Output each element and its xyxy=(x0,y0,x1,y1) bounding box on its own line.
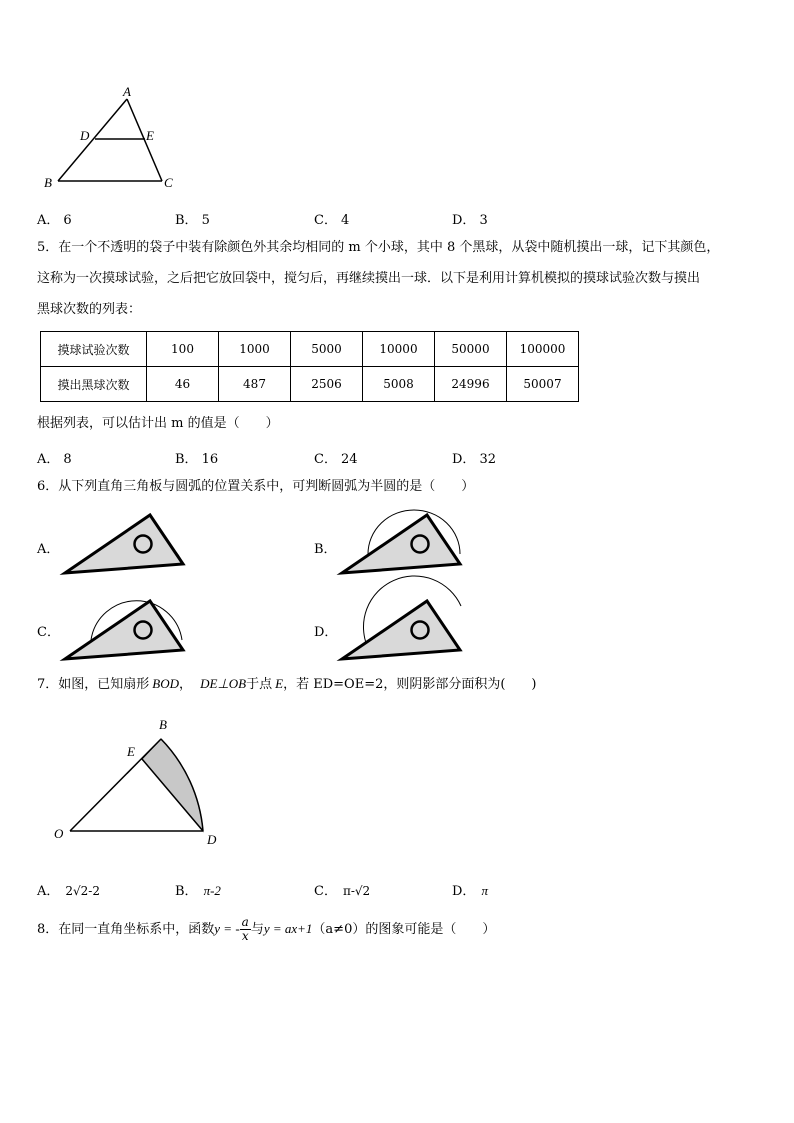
q4-option-b[interactable]: B． 5 xyxy=(175,213,210,228)
q5-option-c[interactable]: C． 24 xyxy=(314,452,358,467)
table-cell: 46 xyxy=(147,367,219,402)
label-e: E xyxy=(146,128,154,143)
q7-option-b[interactable]: B． π-2 xyxy=(175,883,221,899)
q5-option-b[interactable]: B． 16 xyxy=(175,452,219,467)
q5-option-a[interactable]: A． 8 xyxy=(37,452,72,467)
table-cell: 10000 xyxy=(363,332,435,367)
q7-option-d[interactable]: D． π xyxy=(452,883,488,899)
q4-option-a[interactable]: A． 6 xyxy=(37,213,72,228)
table-cell: 487 xyxy=(219,367,291,402)
table-cell: 100 xyxy=(147,332,219,367)
table-cell: 5008 xyxy=(363,367,435,402)
label-d: D xyxy=(80,128,90,143)
q6-question: 6．从下列直角三角板与圆弧的位置关系中，可判断圆弧为半圆的是（ ） xyxy=(37,479,475,494)
label-d: D xyxy=(207,832,217,847)
q5-option-d[interactable]: D． 32 xyxy=(452,452,496,467)
q6-option-d-figure[interactable] xyxy=(337,592,463,662)
q5-text-line1: 5．在一个不透明的袋子中装有除颜色外其余均相同的 m 个小球，其中 8 个黑球，从袋中随机摸出一球，记下其颜色， xyxy=(37,240,720,255)
label-e: E xyxy=(127,744,135,759)
q7-sector-figure xyxy=(0,700,794,860)
q6-option-b-figure[interactable] xyxy=(337,510,463,576)
label-c: C xyxy=(164,175,173,190)
table-cell: 24996 xyxy=(435,367,507,402)
table-cell: 2506 xyxy=(291,367,363,402)
q4-triangle-figure xyxy=(0,0,794,220)
table-cell: 5000 xyxy=(291,332,363,367)
q5-frequency-table xyxy=(40,331,579,402)
label-b: B xyxy=(159,717,167,732)
q4-option-c[interactable]: C． 4 xyxy=(314,213,350,228)
table-cell: 50007 xyxy=(507,367,579,402)
q6-option-c-label[interactable]: C． xyxy=(37,625,60,640)
fraction-a-over-x: $\frac{a}{x}$ xyxy=(241,915,249,943)
q7-option-a[interactable]: A． 2√2-2 xyxy=(37,884,100,899)
q6-option-c-figure[interactable] xyxy=(60,592,186,662)
label-o: O xyxy=(54,826,64,841)
table-cell: 1000 xyxy=(219,332,291,367)
table-cell: 50000 xyxy=(435,332,507,367)
table-header-cell: 摸出黑球次数 xyxy=(41,367,147,402)
label-b: B xyxy=(44,175,52,190)
q6-option-b-label[interactable]: B． xyxy=(314,542,337,557)
table-row xyxy=(41,367,579,402)
table-row xyxy=(41,332,579,367)
label-a: A xyxy=(123,84,131,99)
q8-question: 8．在同一直角坐标系中，函数y = - $\frac{a}{x}$ 与y = ax+1（a≠0）的图象可能是（ ） xyxy=(37,915,496,943)
table-header-cell: 摸球试验次数 xyxy=(41,332,147,367)
q7-question: 7．如图，已知扇形 BOD， DE⊥OB于点 E，若 ED=OE=2，则阴影部分面积为( ) xyxy=(37,676,537,692)
q6-option-a-label[interactable]: A． xyxy=(37,542,60,557)
q5-question: 根据列表，可以估计出 m 的值是（ ） xyxy=(37,416,279,431)
q7-option-c[interactable]: C． π-√2 xyxy=(314,884,371,899)
q6-option-d-label[interactable]: D． xyxy=(314,625,338,640)
q5-text-line3: 黑球次数的列表： xyxy=(37,302,142,317)
table-cell: 100000 xyxy=(507,332,579,367)
q5-text-line2: 这称为一次摸球试验，之后把它放回袋中，搅匀后，再继续摸出一球．以下是利用计算机模拟的摸球试验次数与摸出 xyxy=(37,271,701,286)
q4-option-d[interactable]: D． 3 xyxy=(452,213,488,228)
q6-option-a-figure[interactable] xyxy=(60,510,186,576)
